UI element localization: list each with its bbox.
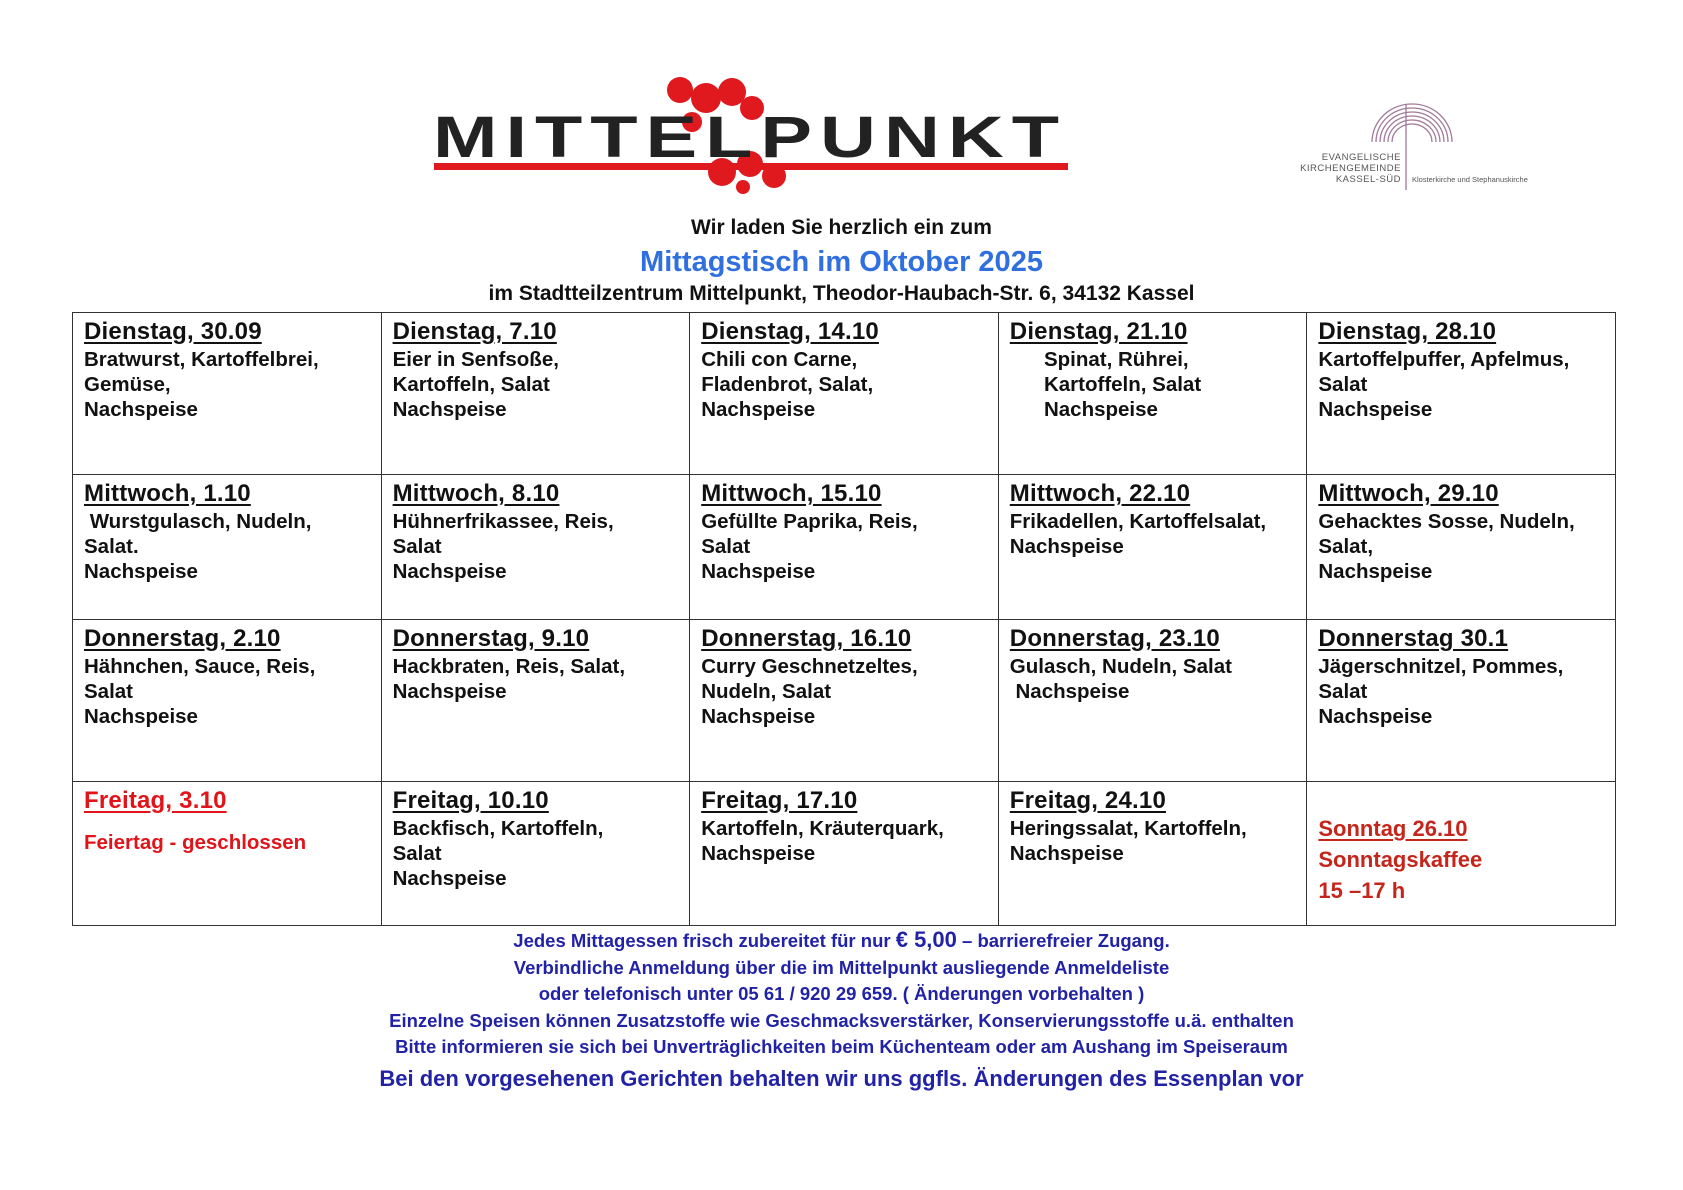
dish-text: Eier in Senfsoße, Kartoffeln, Salat Nachspeise: [392, 348, 559, 421]
closed-notice: Feiertag - geschlossen: [84, 831, 307, 854]
menu-cell: [998, 782, 1307, 926]
dish-text: Wurstgulasch, Nudeln, Salat. Nachspeise: [84, 510, 312, 583]
day-heading: Donnerstag, 9.10: [392, 625, 590, 652]
menu-cell: [73, 782, 382, 926]
dish-text: Kartoffeln, Kräuterquark, Nachspeise: [701, 817, 944, 865]
menu-cell: [690, 475, 999, 620]
dish-text: Kartoffelpuffer, Apfelmus, Salat Nachspeise: [1318, 348, 1570, 421]
menu-table: [72, 312, 1616, 926]
page-title: Mittagstisch im Oktober 2025: [640, 246, 1043, 278]
logo-dot: [667, 77, 693, 103]
svg-text:EVANGELISCHE: EVANGELISCHE: [1321, 152, 1401, 163]
menu-cell: [73, 475, 382, 620]
sunday-event: Sonntagskaffee: [1318, 847, 1483, 872]
day-heading: Mittwoch, 22.10: [1009, 480, 1191, 507]
dish-text: Bratwurst, Kartoffelbrei, Gemüse, Nachspeise: [84, 348, 319, 421]
footer-price-pre: Jedes Mittagessen frisch zubereitet für nur: [513, 930, 891, 951]
church-logo: [1290, 100, 1570, 200]
dish-text: Curry Geschnetzeltes, Nudeln, Salat Nachspeise: [701, 655, 918, 728]
menu-cell: [690, 620, 999, 782]
table-row-mittwoch: [73, 475, 1616, 620]
menu-cell: [1307, 313, 1616, 475]
day-heading: Dienstag, 7.10: [392, 318, 557, 345]
day-heading: Dienstag, 28.10: [1318, 318, 1497, 345]
footer-price-post: – barrierefreier Zugang.: [962, 930, 1170, 951]
day-heading: Donnerstag 30.1: [1318, 625, 1509, 652]
dish-text: Heringssalat, Kartoffeln, Nachspeise: [1009, 817, 1247, 865]
menu-cell-sunday: [1307, 782, 1616, 926]
day-heading: Freitag, 17.10: [701, 787, 858, 814]
dish-text: Spinat, Rührei, Kartoffeln, Salat Nachspeise: [1043, 348, 1202, 421]
footer-allergy: Bitte informieren sie sich bei Unverträglichkeiten beim Küchenteam oder am Aushang im Speiseraum: [395, 1036, 1288, 1057]
sunday-time: 15 –17 h: [1318, 878, 1406, 903]
address-line: im Stadtteilzentrum Mittelpunkt, Theodor-Haubach-Str. 6, 34132 Kassel: [488, 282, 1195, 305]
footer-notes: [0, 927, 1683, 1095]
menu-cell: [381, 313, 690, 475]
menu-cell: [690, 782, 999, 926]
day-heading: Donnerstag, 2.10: [84, 625, 281, 652]
day-heading-holiday: Freitag, 3.10: [84, 787, 227, 814]
day-heading: Mittwoch, 15.10: [701, 480, 882, 507]
church-logo-text: [1300, 152, 1528, 185]
day-heading: Mittwoch, 29.10: [1318, 480, 1499, 507]
day-heading: Mittwoch, 1.10: [84, 480, 251, 507]
svg-text:Klosterkirche und Stephanuskir: Klosterkirche und Stephanuskirche: [1412, 175, 1528, 184]
dish-text: Gulasch, Nudeln, Salat Nachspeise: [1009, 655, 1232, 703]
dish-text: Frikadellen, Kartoffelsalat, Nachspeise: [1009, 510, 1267, 558]
logo-dot: [736, 180, 750, 194]
menu-cell: [73, 313, 382, 475]
footer-disclaimer: Bei den vorgesehenen Gerichten behalten wir uns ggfls. Änderungen des Essenplan vor: [379, 1065, 1304, 1091]
table-row-dienstag: [73, 313, 1616, 475]
menu-cell: [998, 620, 1307, 782]
dish-text: Hühnerfrikassee, Reis, Salat Nachspeise: [392, 510, 614, 583]
menu-cell: [381, 782, 690, 926]
dish-text: Jägerschnitzel, Pommes, Salat Nachspeise: [1318, 655, 1564, 728]
svg-text:KASSEL-SÜD: KASSEL-SÜD: [1335, 174, 1401, 185]
day-heading: Dienstag, 30.09: [84, 318, 262, 345]
mittelpunkt-logo: [430, 68, 1070, 194]
table-row-freitag: [73, 782, 1616, 926]
day-heading: Freitag, 10.10: [392, 787, 549, 814]
dish-text: Hackbraten, Reis, Salat, Nachspeise: [392, 655, 626, 703]
table-row-donnerstag: [73, 620, 1616, 782]
menu-cell: [381, 620, 690, 782]
menu-cell: [73, 620, 382, 782]
logo-wordmark: MITTELPUNKT: [433, 105, 1067, 170]
dish-text: Hähnchen, Sauce, Reis, Salat Nachspeise: [84, 655, 316, 728]
day-heading: Freitag, 24.10: [1009, 787, 1166, 814]
dish-text: Gehacktes Sosse, Nudeln, Salat, Nachspeise: [1318, 510, 1575, 583]
footer-price-line: [0, 927, 1683, 955]
menu-cell: [998, 313, 1307, 475]
menu-cell: [998, 475, 1307, 620]
dish-text: Backfisch, Kartoffeln, Salat Nachspeise: [392, 817, 604, 890]
day-heading: Dienstag, 21.10: [1009, 318, 1188, 345]
dish-text: Gefüllte Paprika, Reis, Salat Nachspeise: [701, 510, 918, 583]
sunday-block: [1318, 787, 1605, 906]
menu-cell: [690, 313, 999, 475]
svg-text:KIRCHENGEMEINDE: KIRCHENGEMEINDE: [1300, 163, 1401, 174]
footer-additives: Einzelne Speisen können Zusatzstoffe wie Geschmacksverstärker, Konservierungsstoffe u.ä. enthalten: [389, 1009, 1294, 1031]
day-heading: Dienstag, 14.10: [701, 318, 879, 345]
day-heading: Donnerstag, 16.10: [701, 625, 912, 652]
footer-phone: oder telefonisch unter 05 61 / 920 29 659. ( Änderungen vorbehalten ): [538, 983, 1145, 1004]
menu-cell: [1307, 475, 1616, 620]
footer-registration: Verbindliche Anmeldung über die im Mittelpunkt ausliegende Anmeldeliste: [513, 956, 1170, 978]
sunday-heading: Sonntag 26.10: [1318, 816, 1468, 841]
dish-text: Chili con Carne, Fladenbrot, Salat, Nachspeise: [701, 348, 874, 421]
menu-cell: [1307, 620, 1616, 782]
price-value: € 5,00: [895, 927, 957, 952]
day-heading: Mittwoch, 8.10: [392, 480, 560, 507]
day-heading: Donnerstag, 23.10: [1009, 625, 1220, 652]
menu-cell: [381, 475, 690, 620]
invite-line: Wir laden Sie herzlich ein zum: [691, 216, 992, 239]
